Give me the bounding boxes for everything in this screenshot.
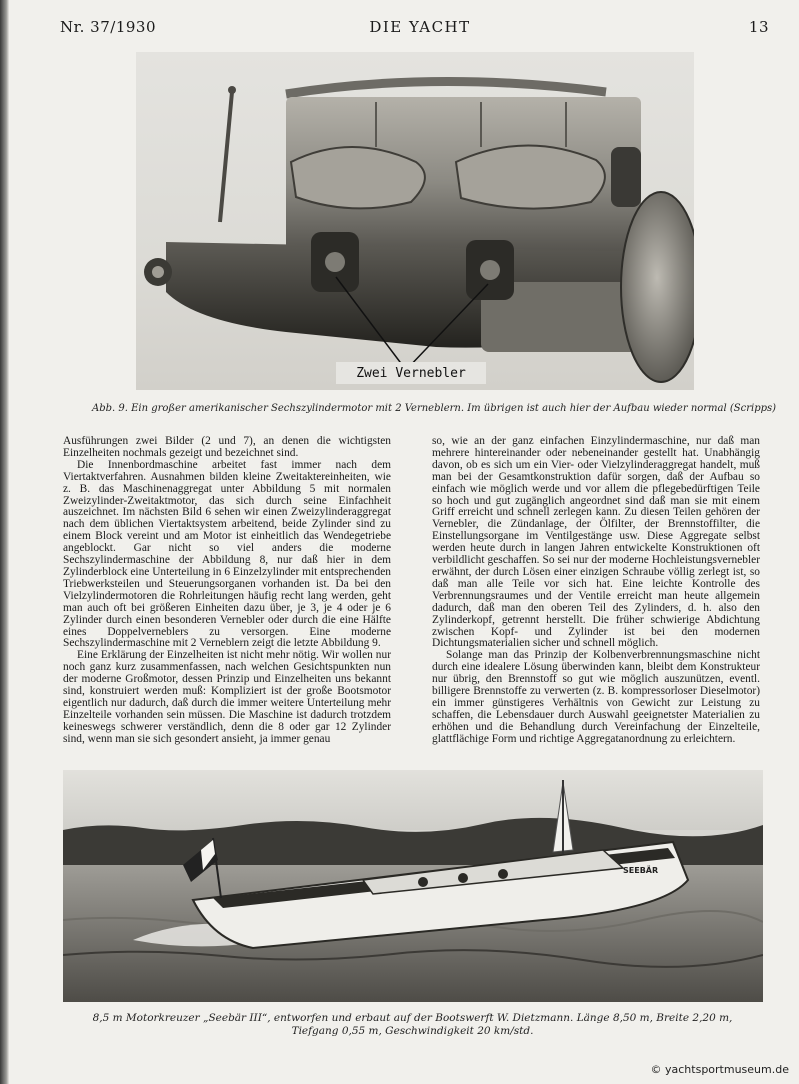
left-paragraph: Eine Erklärung der Einzelheiten ist nicht mehr nötig. Wir wollen nur noch ganz kurz zusammenfassen, nach welchen Gesichtspunkten nun der moderne Großmotor, dessen Prinzip und Einzelheiten uns bekannt sind, konstruiert werden muß: Kompliziert ist der große Bootsmotor eigentlich nur dadurch, daß durch die immer weitere Unterteilung mehr Einzelteile vorhanden sein müssen. Die Maschine ist dadurch trotzdem keineswegs schwerer verständlich, denn die 8 oder gar 12 Zylinder sind, wenn man sie sich gesondert ansieht, ja immer genau: [63, 649, 391, 745]
left-paragraph: Ausführungen zwei Bilder (2 und 7), an denen die wichtigsten Einzelheiten nochmals gezeigt und bezeichnet sind.: [63, 435, 391, 459]
engine-photo: [136, 52, 694, 390]
magazine-title: DIE YACHT: [369, 18, 471, 36]
page-spine-shadow: [0, 0, 9, 1084]
page-number: 13: [748, 18, 769, 36]
right-paragraph: Solange man das Prinzip der Kolbenverbrennungsmaschine nicht durch eine idealere Lösung überwinden kann, bleibt dem Konstrukteur nur übrig, den Brennstoff so gut wie möglich auszunützen, eventl. billigere Brennstoffe zu verwerten (z. B. kompressorloser Dieselmotor) ein immer günstigeres Verhältnis von Gewicht zur Leistung zu schaffen, die Lebensdauer durch Auswahl geeignetster Materialien zu erhöhen und die Behandlung durch Vereinfachung der Einzelteile, glattflächige Form und richtige Aggregatanordnung zu erleichtern.: [432, 649, 760, 745]
engine-illustration: [136, 52, 694, 390]
article-right-column: [432, 436, 760, 746]
issue-number: Nr. 37/1930: [60, 18, 156, 36]
left-paragraph: Die Innenbordmaschine arbeitet fast immer nach dem Viertaktverfahren. Ausnahmen bilden kleine Zweitaktereinheiten, wie z. B. das Maschinenaggregat unter Abbildung 5 mit normalen Zweizylinder-Zweitaktmotor, das sich durch seine Einfachheit auszeichnet. Im nächsten Bild 6 sehen wir einen Zweizylinderaggregat nach dem üblichen Viertaktsystem arbeitend, beide Zylinder sind zu einem Block vereint und am Motor ist einheitlich das Wendegetriebe angeblockt. Gar nicht so viel anders die moderne Sechszylindermaschine der Abbildung 8, nur daß hier in dem Zylinderblock eine Unterteilung in 6 Einzelzylinder mit entsprechenden Triebwerksteilen und Steuerungsorganen vorhanden ist. Da bei den Vielzylindermotoren die Rohrleitungen häufig recht lang werden, geht man auch oft bei größeren Einheiten dazu über, je 3, je 4 oder je 6 Zylinder durch einen besonderen Vernebler oder durch die eine Hälfte eines Doppelverneblers zu versorgen. Eine moderne Sechszylindermaschine mit 2 Verneblern zeigt die letzte Abbildung 9.: [63, 458, 392, 650]
right-paragraph: so, wie an der ganz einfachen Einzylindermaschine, nur daß man mehrere hintereinander oder nebeneinander gestellt hat. Unabhängig davon, ob es sich um ein Vier- oder Vielzylinderaggregat handelt, muß man bei der Gesamtkonstruktion dafür sorgen, daß der Aufbau so einfach wie möglich werde und vor allem die pflegebedürftigen Teile so hoch und gut zugänglich angeordnet sind daß man sie mit einem Griff erreicht und schnell zerlegen kann. Zu diesen Teilen gehören der Vernebler, die Zündanlage, der Ölfilter, der Brennstoffilter, die Einstellungsorgane im Ventilgestänge usw. Diese Aggregate selbst werden heute durch in langen Jahren entwickelte Konstruktionen oft verbildlicht geschaffen. So sei nur der moderne Hochleistungsvernebler erwähnt, der durch Lösen einer einzigen Schraube völlig zerlegt ist, so daß man alle Teile vor sich hat. Eine leichte Kontrolle des Verbrennungsraumes und der Ventile erreicht man heute allgemein dadurch, daß man den oberen Teil des Zylinders, d. h. also den Zylinderkopf, getrennt herstellt. Die früher schwierige Abdichtung zwischen Kopf- und Zylinder ist bei den modernen Dichtungsmaterialien sicher und schnell möglich.: [432, 435, 760, 650]
boat-illustration: [63, 770, 763, 1002]
hull-name-lettering: SEEBÄR: [623, 866, 659, 875]
boat-figure-caption: 8,5 m Motorkreuzer „Seebär III“, entworfen und erbaut auf der Bootswerft W. Dietzmann. Länge 8,50 m, Breite 2,20 m, Tiefgang 0,55 m, Geschwindigkeit 20 km/std.: [92, 1012, 733, 1037]
engine-figure-caption: Abb. 9. Ein großer amerikanischer Sechszylindermotor mit 2 Verneblern. Im übrigen ist auch hier der Aufbau wieder normal (Scripps): [92, 403, 777, 414]
article-left-column: [63, 436, 391, 746]
engine-pointer-label: Zwei Vernebler: [356, 366, 466, 381]
boat-photo: [63, 770, 763, 1002]
watermark: © yachtsportmuseum.de: [650, 1063, 789, 1076]
